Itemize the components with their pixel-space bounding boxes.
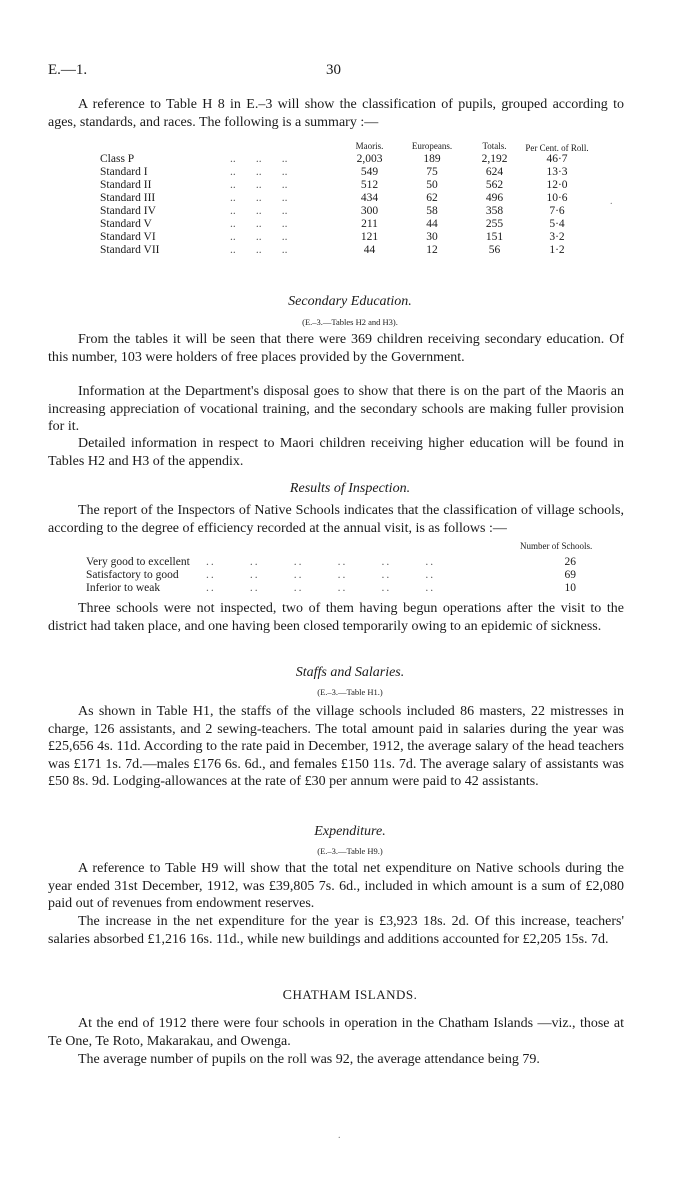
leader-dots: .. .. .. xyxy=(230,231,288,243)
col-maoris: Maoris. xyxy=(355,141,384,151)
staffs-reference: (E.–3.—Table H1.) xyxy=(317,687,383,697)
secondary-paragraph-1: From the tables it will be seen that there were 369 children receiving secondary education. Of this number, 103 were holders of free places provided by the Government. xyxy=(48,332,624,365)
cell-totals: 624 xyxy=(485,166,504,178)
cell-europeans: 62 xyxy=(426,192,438,204)
table-row xyxy=(100,166,592,179)
row-label: Standard IV xyxy=(100,205,156,217)
leader-dots: .. .. .. xyxy=(230,244,288,256)
results-of-inspection-heading: Results of Inspection. xyxy=(289,481,411,496)
stray-mark: . xyxy=(338,1130,341,1141)
expenditure-reference: (E.–3.—Table H9.) xyxy=(317,846,383,856)
cell-totals: 255 xyxy=(485,218,504,230)
cell-europeans: 12 xyxy=(426,244,438,256)
list-item xyxy=(86,569,576,582)
cell-europeans: 75 xyxy=(426,166,438,178)
table-row xyxy=(100,153,592,166)
number-of-schools-label: Number of Schools. xyxy=(520,541,593,551)
staffs-and-salaries-heading: Staffs and Salaries. xyxy=(295,665,405,680)
item-label: Inferior to weak xyxy=(86,582,161,594)
item-value: 69 xyxy=(564,569,576,581)
intro-paragraph: A reference to Table H 8 in E.–3 will show the classification of pupils, grouped according to ages, standards, and races. The following is a summary :— xyxy=(48,97,624,130)
cell-maoris: 211 xyxy=(361,218,378,230)
leader-dots: .. .. .. .. .. .. xyxy=(206,556,436,568)
cell-totals: 496 xyxy=(485,192,504,204)
table-row xyxy=(100,244,592,257)
cell-europeans: 58 xyxy=(426,205,438,217)
list-item xyxy=(86,556,576,569)
cell-europeans: 44 xyxy=(426,218,438,230)
page-number: 30 xyxy=(326,62,341,78)
col-percent: Per Cent. of Roll. xyxy=(525,143,589,153)
leader-dots: .. .. .. xyxy=(230,218,288,230)
row-label: Standard II xyxy=(100,179,152,191)
leader-dots: .. .. .. xyxy=(230,179,288,191)
leader-dots: .. .. .. .. .. .. xyxy=(206,569,436,581)
table-row xyxy=(100,231,592,244)
item-value: 10 xyxy=(564,582,576,594)
row-label: Standard V xyxy=(100,218,152,230)
cell-percent: 3·2 xyxy=(549,231,565,243)
inspection-paragraph-1: The report of the Inspectors of Native Schools indicates that the classification of village schools, according to the degree of efficiency recorded at the annual visit, is as follows :— xyxy=(48,503,624,536)
secondary-paragraph-3: Detailed information in respect to Maori children receiving higher education will be found in Tables H2 and H3 of the appendix. xyxy=(48,436,624,469)
expenditure-paragraph-1: A reference to Table H9 will show that the total net expenditure on Native schools during the year ended 31st December, 1912, was £39,805 7s. 6d., included in which amount is a sum of £2,080 paid out of revenues from endowment reserves. xyxy=(48,861,624,911)
row-label: Standard I xyxy=(100,166,148,178)
cell-maoris: 44 xyxy=(363,244,376,256)
cell-maoris: 512 xyxy=(360,179,379,191)
list-item xyxy=(86,582,576,595)
cell-maoris: 300 xyxy=(360,205,379,217)
cell-percent: 1·2 xyxy=(549,244,565,256)
cell-percent: 46·7 xyxy=(546,153,568,165)
table-row xyxy=(100,218,592,231)
item-value: 26 xyxy=(564,556,576,568)
table-row xyxy=(100,192,592,205)
leader-dots: .. .. .. xyxy=(230,205,288,217)
cell-maoris: 121 xyxy=(360,231,379,243)
cell-percent: 10·6 xyxy=(546,192,568,204)
row-label: Standard VII xyxy=(100,244,160,256)
cell-totals: 56 xyxy=(488,244,501,256)
cell-percent: 7·6 xyxy=(549,205,565,217)
cell-maoris: 2,003 xyxy=(356,153,383,165)
row-label: Standard III xyxy=(100,192,156,204)
cell-maoris: 434 xyxy=(360,192,379,204)
stray-mark: . xyxy=(610,196,613,207)
table-header-row xyxy=(100,140,592,153)
table-row xyxy=(100,179,592,192)
cell-totals: 562 xyxy=(485,179,504,191)
inspection-paragraph-2: Three schools were not inspected, two of them having begun operations after the visit to the district had taken place, and one having been closed temporarily owing to an epidemic of sickness. xyxy=(48,601,624,634)
row-label: Standard VI xyxy=(100,231,156,243)
cell-percent: 13·3 xyxy=(546,166,568,178)
cell-totals: 151 xyxy=(485,231,504,243)
cell-totals: 2,192 xyxy=(481,153,508,165)
chatham-paragraph-1: At the end of 1912 there were four schools in operation in the Chatham Islands —viz., those at Te One, Te Roto, Makarakau, and Owenga. xyxy=(48,1016,624,1049)
staffs-paragraph: As shown in Table H1, the staffs of the village schools included 86 masters, 22 mistresses in charge, 126 assistants, and 2 sewing-teachers. The total amount paid in salaries during the year was £25,656 4s. 11d. According to the rate paid in December, 1912, the average salary of the head teachers was £171 1s. 7d.—males £176 6s. 6d., and females £150 11s. 7d. The average salary of assistants was £50 8s. 9d. Lodging-allowances at the rate of £30 per annum were paid to 42 assistants. xyxy=(48,704,624,789)
cell-totals: 358 xyxy=(485,205,504,217)
chatham-islands-heading: CHATHAM ISLANDS. xyxy=(282,987,418,1003)
cell-europeans: 189 xyxy=(423,153,441,165)
table-row xyxy=(100,205,592,218)
leader-dots: .. .. .. xyxy=(230,153,288,165)
leader-dots: .. .. .. .. .. .. xyxy=(206,582,436,594)
secondary-education-heading: Secondary Education. xyxy=(288,294,412,309)
chatham-paragraph-2: The average number of pupils on the roll was 92, the average attendance being 79. xyxy=(78,1052,540,1067)
expenditure-paragraph-2: The increase in the net expenditure for the year is £3,923 18s. 2d. Of this increase, teachers' salaries absorbed £1,216 16s. 11d., while new buildings and additions accounted for £2,205 15s. 7d. xyxy=(48,914,624,947)
row-label: Class P xyxy=(100,153,135,165)
cell-maoris: 549 xyxy=(360,166,379,178)
item-label: Satisfactory to good xyxy=(86,569,179,581)
secondary-education-reference: (E.–3.—Tables H2 and H3). xyxy=(302,317,398,327)
leader-dots: .. .. .. xyxy=(230,166,288,178)
expenditure-heading: Expenditure. xyxy=(314,824,386,839)
leader-dots: .. .. .. xyxy=(230,192,288,204)
secondary-paragraph-2: Information at the Department's disposal goes to show that there is on the part of the Maoris an increasing appreciation of vocational training, and the secondary schools are making fuller provision for it. xyxy=(48,384,624,434)
item-label: Very good to excellent xyxy=(86,556,190,568)
col-totals: Totals. xyxy=(482,141,507,151)
col-europeans: Europeans. xyxy=(411,141,453,151)
document-reference: E.—1. xyxy=(48,62,88,78)
efficiency-list xyxy=(86,556,576,595)
cell-percent: 12·0 xyxy=(546,179,568,191)
cell-europeans: 50 xyxy=(426,179,438,191)
cell-percent: 5·4 xyxy=(549,218,565,230)
cell-europeans: 30 xyxy=(426,231,438,243)
classification-summary-table xyxy=(100,140,592,257)
